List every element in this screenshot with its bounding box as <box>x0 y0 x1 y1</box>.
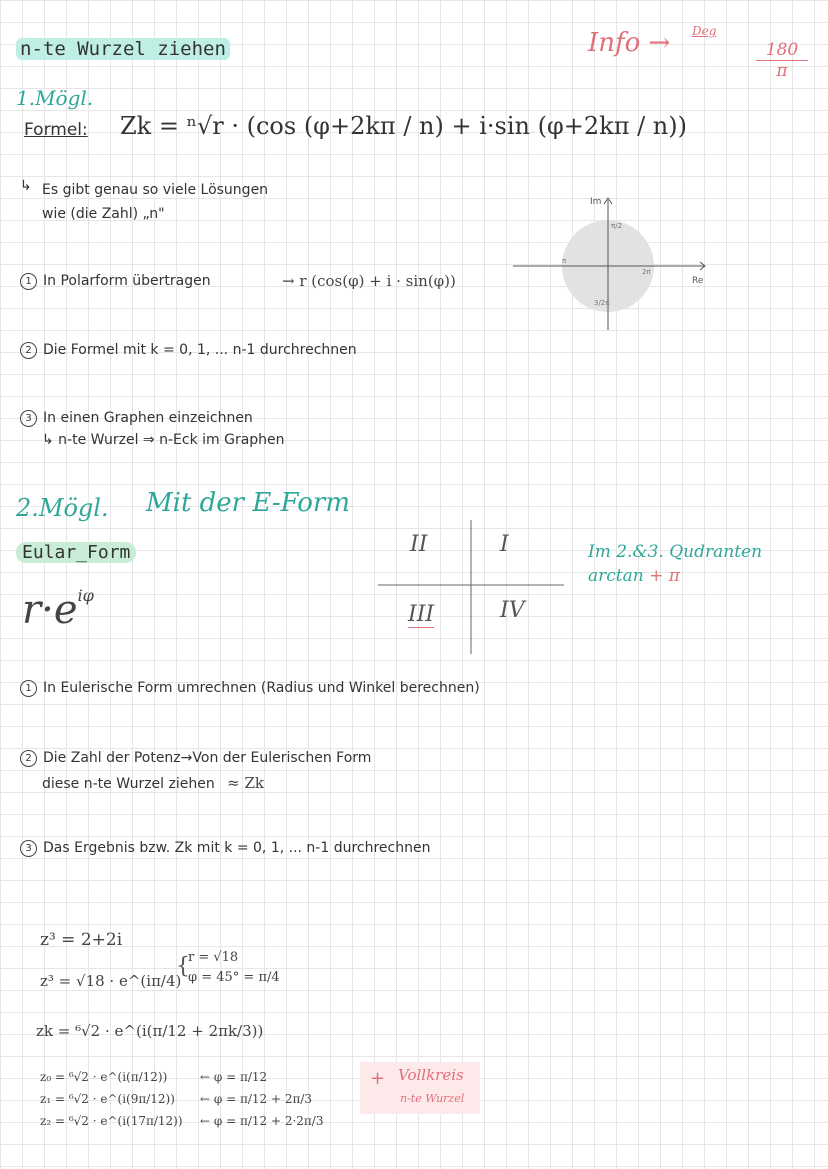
note-line2: wie (die Zahl) „n" <box>42 206 165 222</box>
deg-fraction <box>756 40 808 81</box>
quadrant-1: I <box>500 532 509 557</box>
phi2-line: ← φ = π/12 + 2·2π/3 <box>200 1114 324 1128</box>
euler-exponent: iφ <box>77 586 94 605</box>
s2-step3-text: Das Ergebnis bzw. Zk mit k = 0, 1, ... n-1 durchrechnen <box>43 840 431 856</box>
quadrant-4: IV <box>500 598 525 623</box>
root-formula: Zk = ⁿ√r · (cos (φ+2kπ / n) + i·sin (φ+2kπ / n)) <box>120 112 687 140</box>
s2-step2-result: ≈ Zk <box>227 774 265 792</box>
s2-step1 <box>20 680 480 697</box>
euler-base: r·e <box>22 587 78 633</box>
quadrant-note2-plus-pi: + π <box>649 566 680 586</box>
step2-number: 2 <box>20 342 37 359</box>
quadrant-2: II <box>410 532 428 557</box>
step2 <box>20 342 357 359</box>
s2-step2-line2-text: diese n-te Wurzel ziehen <box>42 776 215 792</box>
step1-number: 1 <box>20 273 37 290</box>
brace-icon: { <box>176 954 190 979</box>
step1 <box>20 273 211 290</box>
s2-step1-number: 1 <box>20 680 37 697</box>
note-line1: Es gibt genau so viele Lösungen <box>42 182 269 198</box>
tick-right: 2π <box>642 268 651 276</box>
section2-heading: 2.Mögl. <box>16 494 109 522</box>
unit-circle-graph <box>505 190 725 340</box>
example-line3: zk = ⁶√2 · e^(i(π/12 + 2πk/3)) <box>36 1022 264 1040</box>
quadrant-note2 <box>588 566 680 586</box>
s2-step2-text: Die Zahl der Potenz→Von der Eulerischen Form <box>43 750 372 766</box>
quadrant-note1: Im 2.&3. Qudranten <box>588 542 763 562</box>
step3-line2: ↳ n-te Wurzel ⇒ n-Eck im Graphen <box>42 432 285 448</box>
s2-step1-text: In Eulerische Form umrechnen (Radius und Winkel berechnen) <box>43 680 480 696</box>
section2-subtitle: Mit der E-Form <box>146 488 350 518</box>
step3-number: 3 <box>20 410 37 427</box>
step1-text: In Polarform übertragen <box>43 273 211 289</box>
im-label: Im <box>590 197 602 207</box>
euler-formula <box>22 586 94 633</box>
deg-numerator: 180 <box>756 40 808 61</box>
brace-phi: φ = 45° = π/4 <box>188 970 280 985</box>
quadrant-note2-arctan: arctan <box>588 566 644 586</box>
quadrant-cross <box>378 518 568 658</box>
s2-step2-line2 <box>42 774 264 792</box>
step2-text: Die Formel mit k = 0, 1, ... n-1 durchrechnen <box>43 342 357 358</box>
note-arrow-icon: ↳ <box>20 178 32 194</box>
re-label: Re <box>692 276 704 286</box>
s2-step3 <box>20 840 430 857</box>
tick-top: π/2 <box>611 222 623 230</box>
quadrant-3: III <box>408 602 435 627</box>
phi1-line: ← φ = π/12 + 2π/3 <box>200 1092 313 1106</box>
polar-formula: → r (cos(φ) + i · sin(φ)) <box>282 272 456 290</box>
phi0-line: ← φ = π/12 <box>200 1070 268 1084</box>
z1-line: z₁ = ⁶√2 · e^(i(9π/12)) <box>40 1092 175 1106</box>
step3 <box>20 410 253 427</box>
note-vollkreis: Vollkreis <box>398 1066 464 1084</box>
page-title: n-te Wurzel ziehen <box>16 38 230 60</box>
note-nte-wurzel: n-te Wurzel <box>400 1092 465 1105</box>
s2-step3-number: 3 <box>20 840 37 857</box>
z0-line: z₀ = ⁶√2 · e^(i(π/12)) <box>40 1070 168 1084</box>
deg-denominator: π <box>776 61 788 81</box>
note-plus: + <box>370 1068 386 1089</box>
info-label: Info → <box>588 28 671 58</box>
euler-label: Eular_Form <box>16 542 136 563</box>
example-line1: z³ = 2+2i <box>40 930 123 950</box>
s2-step2 <box>20 750 371 767</box>
tick-left: π <box>562 257 567 265</box>
s2-step2-number: 2 <box>20 750 37 767</box>
example-line2: z³ = √18 · e^(iπ/4) <box>40 972 182 990</box>
tick-bottom: 3/2π <box>594 299 610 307</box>
deg-label: Deg <box>692 24 717 38</box>
brace-r: r = √18 <box>188 950 239 965</box>
z2-line: z₂ = ⁶√2 · e^(i(17π/12)) <box>40 1114 183 1128</box>
step3-text: In einen Graphen einzeichnen <box>43 410 253 426</box>
formula-label: Formel: <box>24 120 88 140</box>
section1-heading: 1.Mögl. <box>16 86 94 110</box>
